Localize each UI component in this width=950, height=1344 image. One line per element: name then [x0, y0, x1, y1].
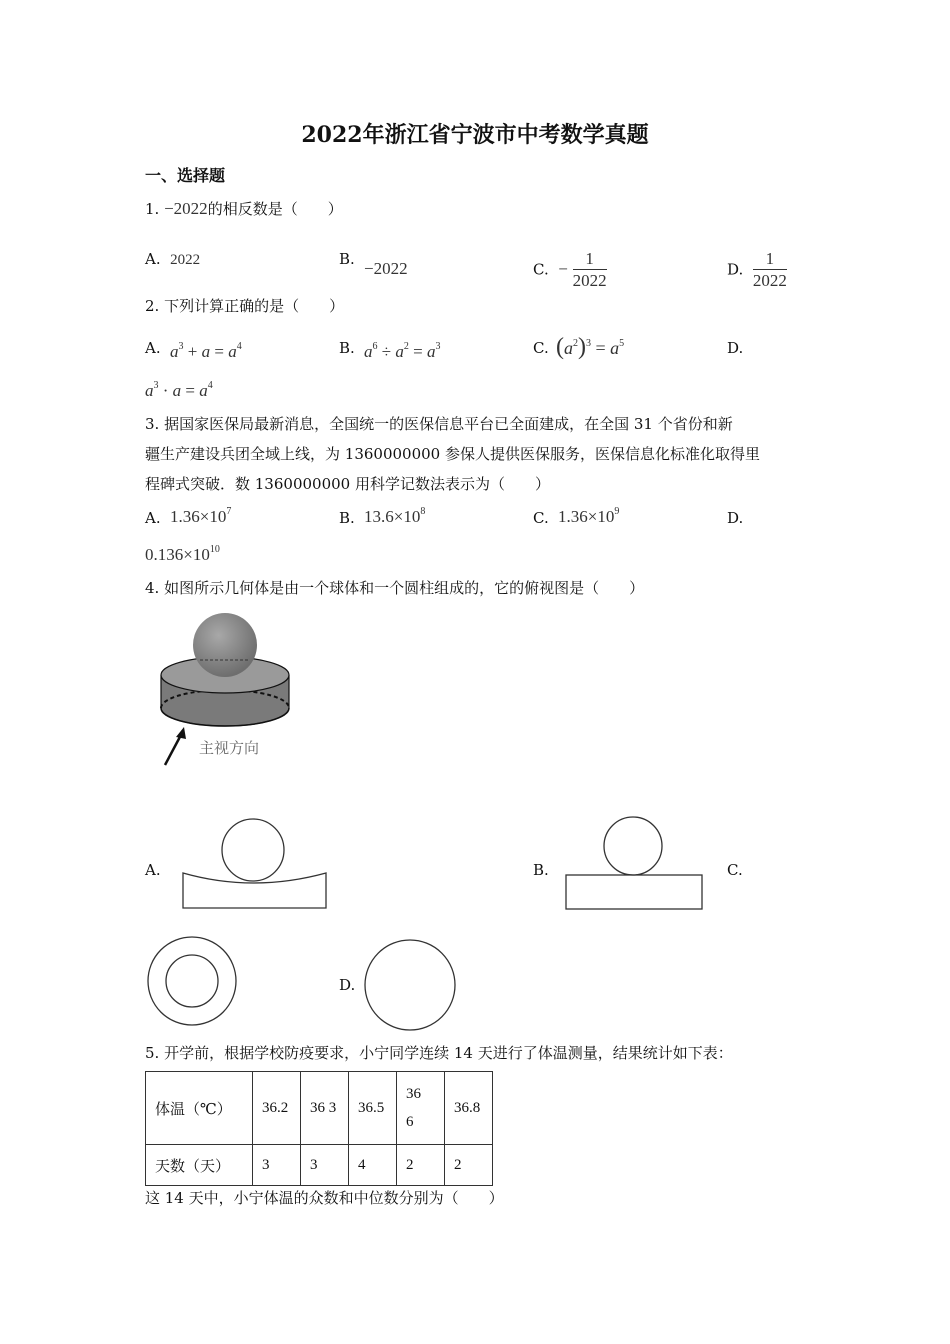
table-cell: 36 6: [397, 1072, 445, 1145]
q2-option-b-label: B.: [339, 339, 355, 357]
table-cell: 3: [301, 1145, 349, 1186]
table-header-cell: 天数（天）: [146, 1145, 253, 1186]
table-cell: 36.8: [445, 1072, 493, 1145]
q4-option-b-label: B.: [533, 861, 549, 879]
q4-option-c-figure: [146, 935, 241, 1030]
q1-option-b-label: B.: [339, 250, 355, 268]
q1-option-b-value: −2022: [364, 259, 408, 278]
q3-option-d-formula: $0.136\times 10^{10}$: [145, 544, 220, 564]
q4-option-c-label: C.: [727, 861, 743, 879]
question-3-line2: 疆生产建设兵团全域上线，为 1360000000 参保人提供医保服务，医保信息化标准化取得里: [145, 445, 760, 463]
q1-c-fraction: $\frac{1}{2022}$: [572, 249, 607, 290]
q3-option-a-label: A.: [145, 509, 161, 527]
table-cell: 2: [445, 1145, 493, 1186]
question-3-line3: 程碑式突破．数 1360000000 用科学记数法表示为（ ）: [145, 475, 550, 493]
q1-option-c: C. − $\frac{1}{2022}$: [533, 249, 607, 290]
q2-option-d-label: D.: [727, 339, 744, 357]
q2-option-a-label: A.: [145, 339, 161, 357]
q2-option-d-formula: $a^3 \cdot a = a^4$: [145, 380, 213, 400]
q2-option-c-label: C.: [533, 339, 549, 357]
q1-d-fraction: $\frac{1}{2022}$: [752, 249, 787, 290]
q4-option-a-figure: [180, 815, 330, 915]
table-cell: 36.5: [349, 1072, 397, 1145]
q3-option-c-formula: $1.36\times 10^9$: [558, 506, 620, 526]
q4-option-b-figure: [563, 815, 708, 915]
q1-option-d: D. $\frac{1}{2022}$: [727, 249, 787, 290]
q4-option-d-label: D.: [339, 976, 356, 994]
q4-option-d-figure: [364, 939, 459, 1034]
table-row: [146, 1072, 493, 1145]
table-cell: 36.2: [253, 1072, 301, 1145]
q2-option-b-formula: $a^6 \div a^2 = a^3$: [364, 341, 441, 361]
q1-option-a: A. 2022: [145, 250, 201, 268]
question-4: 4. 如图所示几何体是由一个球体和一个圆柱组成的，它的俯视图是（ ）: [145, 579, 645, 597]
section-heading: 一、选择题: [145, 166, 226, 185]
q3-option-a-formula: $1.36\times 10^7$: [170, 506, 232, 526]
table-cell: 4: [349, 1145, 397, 1186]
table-cell: 2: [397, 1145, 445, 1186]
table-row: [146, 1145, 493, 1186]
q2-option-c-formula: $(a^2)^3 = a^5$: [556, 334, 625, 360]
question-5-followup: 这 14 天中，小宁体温的众数和中位数分别为（ ）: [145, 1189, 504, 1207]
view-direction-label: 主视方向: [199, 739, 260, 757]
q3-option-b-formula: $13.6\times 10^8$: [364, 506, 426, 526]
page-title: 2022年浙江省宁波市中考数学真题: [301, 122, 649, 148]
question-3-line1: 3. 据国家医保局最新消息，全国统一的医保信息平台已全面建成，在全国 31 个省份和新: [145, 415, 733, 433]
question-5: 5. 开学前，根据学校防疫要求，小宁同学连续 14 天进行了体温测量，结果统计如下表：: [145, 1044, 733, 1062]
question-2: 2. 下列计算正确的是（ ）: [145, 297, 345, 315]
q4-option-a-label: A.: [145, 861, 161, 879]
table-header-cell: 体温（℃）: [146, 1072, 253, 1145]
q3-option-d-label: D.: [727, 509, 744, 527]
q2-option-a-formula: $a^3 + a = a^4$: [170, 341, 242, 361]
temperature-table: [145, 1071, 493, 1186]
q3-option-c-label: C.: [533, 509, 549, 527]
table-cell: 36 3: [301, 1072, 349, 1145]
table-cell: 3: [253, 1145, 301, 1186]
q3-option-b-label: B.: [339, 509, 355, 527]
question-1: 1. −2022的相反数是（ ）: [145, 199, 343, 218]
